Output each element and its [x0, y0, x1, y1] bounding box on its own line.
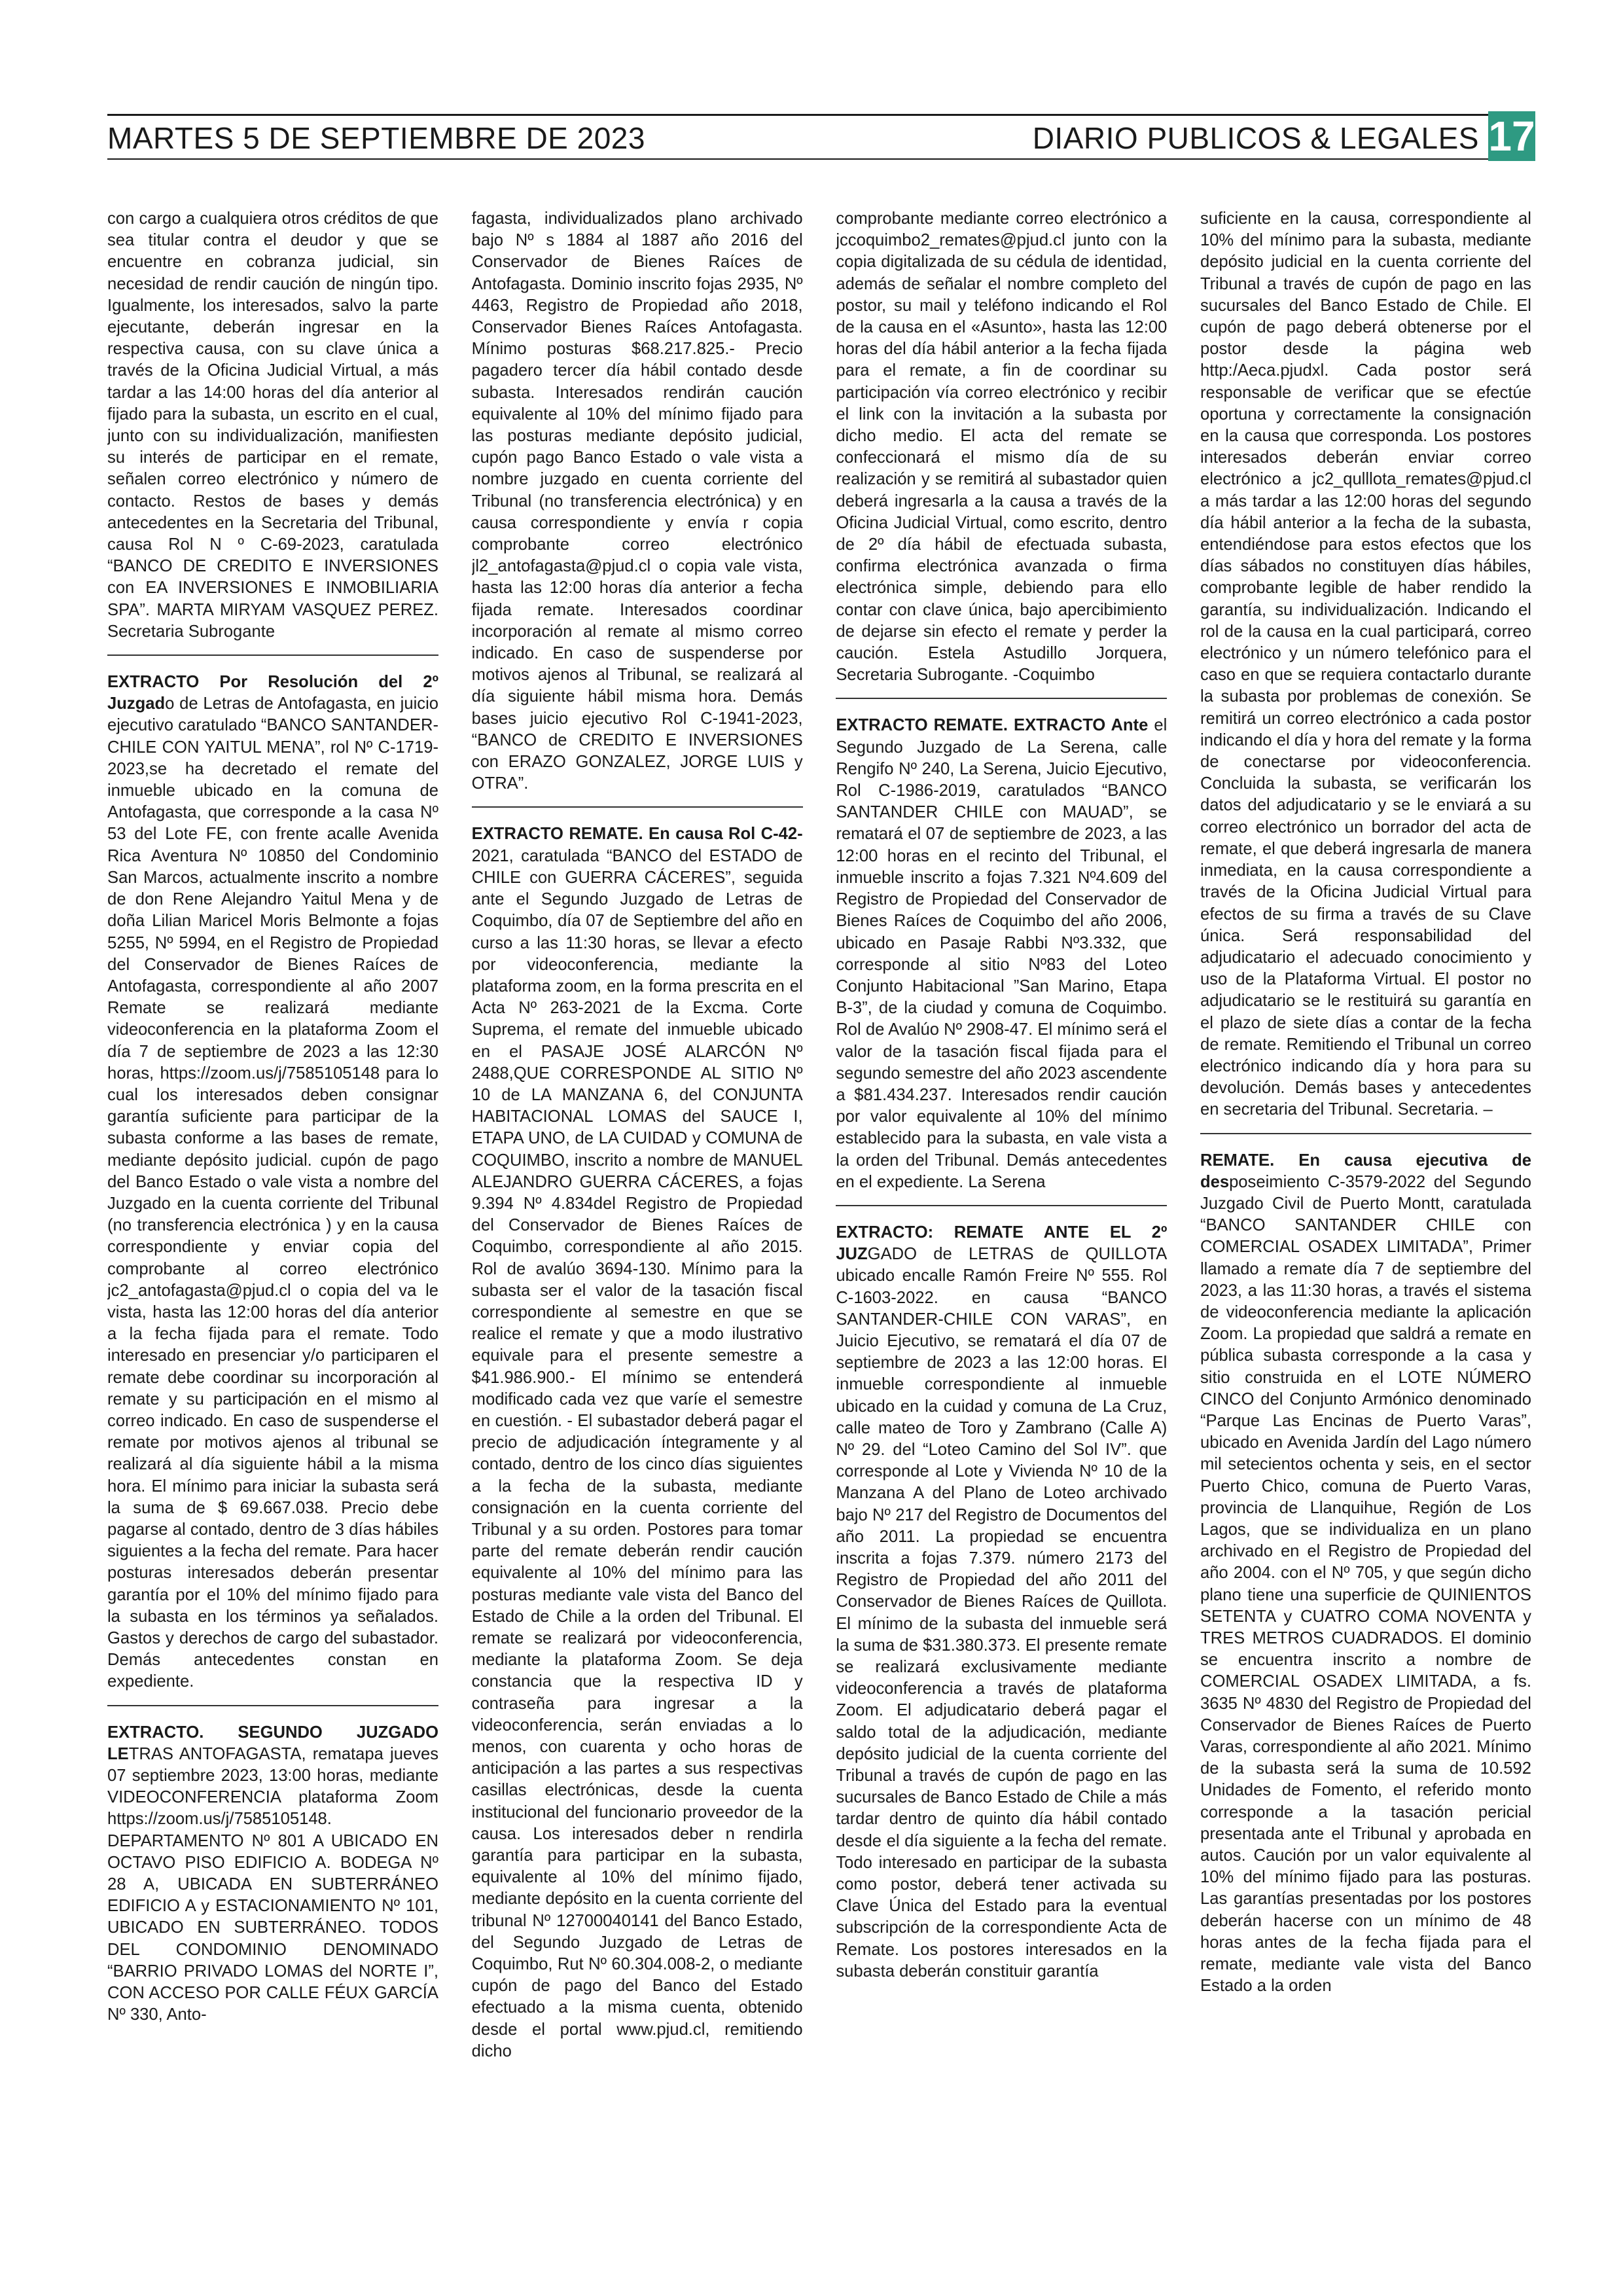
notice	[1200, 208, 1531, 1121]
page-header	[107, 113, 1535, 160]
notice-lead: EXTRACTO REMATE. EXTRACTO Ante	[836, 716, 1149, 735]
notice-lead: REMATE. En causa ejecutiva de des	[1200, 1151, 1531, 1191]
notice	[107, 1722, 438, 2026]
notice	[472, 208, 803, 795]
header-bottom-rule	[107, 158, 1488, 160]
notice-lead: EXTRACTO Por Resolución del 2º Juzgad	[107, 673, 438, 713]
column-3	[836, 208, 1167, 2217]
notice-lead: EXTRACTO REMATE. En causa Rol C-42-	[471, 825, 803, 844]
notice-lead: EXTRACTO: REMATE ANTE EL 2º JUZ	[836, 1223, 1168, 1264]
notice	[472, 823, 803, 2062]
notice-body: el Segundo Juzgado de La Serena, calle Rengifo Nº 240, La Serena, Juicio Ejecutivo, Rol C-1986-2019, caratulados “BANCO SANTANDER CHILE con MAUAD”, se rematará el 07 de septiembre de 2023, a las 12:00 horas en el recinto del Tribunal, el inmueble inscrito a fojas 7.321 Nº4.609 del Registro de Propiedad del Conservador de Bienes Raíces de Coquimbo del año 2006, ubicado en Pasaje Rabbi Nº3.332, que corresponde al sitio Nº83 del Loteo Conjunto Habitacional ”San Marino, Etapa B-3”, de la ciudad y comuna de Coquimbo. Rol de Avalúo Nº 2908-47. El mínimo será el valor de la tasación fiscal fijada para el segundo semestre del año 2023 ascendente a $81.434.237. Interesados rendir caución por valor equivalente al 10% del mínimo establecido para la subasta, en vale vista a la orden del Tribunal. Demás antecedentes en el expediente. La Serena	[836, 716, 1168, 1191]
notice-divider	[107, 1705, 438, 1706]
column-4	[1200, 208, 1531, 2217]
notice-body: GADO de LETRAS de QUILLOTA ubicado encalle Ramón Freire Nº 555. Rol C-1603-2022. en causa “BANCO SANTANDER-CHILE CON VARAS”, en Juicio Ejecutivo, se rematará el día 07 de septiembre de 2023 a las 12:00 horas. El inmueble correspondiente al inmueble ubicado en la cuidad y comuna de La Cruz, calle mateo de Toro y Zambrano (Calle A) Nº 29. del “Loteo Camino del Sol IV”. que corresponde al Lote y Vivienda Nº 10 de la Manzana A del Plano de Loteo archivado bajo Nº 217 del Registro de Documentos del año 2011. La propiedad se encuentra inscrita a fojas 7.379. número 2173 del Registro de Propiedad del año 2011 del Conservador de Bienes Raíces de Quillota. El mínimo de la subasta del inmueble será la suma de $31.380.373. El presente remate se realizará exclusivamente mediante videoconferencia a través de plataforma Zoom. El adjudicatario deberá pagar el saldo total de la adjudicación, mediante depósito judicial de la cuenta corriente del Tribunal a través de cupón de pago en las sucursales de Banco Estado de Chile a más tardar dentro de quinto día hábil contado desde el día siguiente a la fecha del remate. Todo interesado en participar de la subasta como postor, deberá tener activada su Clave Única del Estado para la eventual subscripción de la correspondiente Acta de Remate. Los postores interesados en la subasta deberán constituir garantía	[836, 1245, 1168, 1981]
notice-body: TRAS ANTOFAGASTA, remataра jueves 07 septiembre 2023, 13:00 horas, mediante VIDEOCONFERENCIA plataforma Zoom https://zoom.us/j/7585105148. DEPARTAMENTO Nº 801 A UBICADO EN OCTAVO PISO EDIFICIO A. BODEGA Nº 28 A, UBICADA EN SUBTERRÁNEO EDIFICIO A y ESTACIONAMIENTO Nº 101, UBICADO EN SUBTERRÁNEO. TODOS DEL CONDOMINIO DENOMINADO “BARRIO PRIVADO LOMAS del NORTE I”, CON ACCESO POR CALLE FÉUX GARCÍA Nº 330, Anto-	[107, 1744, 438, 2024]
notice-body: suficiente en la causa, correspondiente al 10% del mínimo para la subasta, mediante depósito judicial en la cuenta corriente del Tribunal a través de cupón de pago en las sucursales del Banco Estado de Chile. El cupón de pago deberá obtenerse por el postor desde la página web http:/Aeca.pjudxl. Cada postor será responsable de verificar que se efectúe oportuna y correctamente la consignación en la causa que corresponda. Los postores interesados deberán enviar correo electrónico a jc2_qulllota_remates@pjud.cl a más tardar a las 12:00 horas del segundo día hábil anterior a la fecha de la subasta, entendiéndose para estos efectos que los días sábados no constituyen días hábiles, comprobante legible de haber rendido la garantía, su individualización. Indicando el rol de la causa en la cual participará, correo electrónico y un número telefónico para el caso en que se requiera contactarlo durante la subasta por problemas de conexión. Se remitirá un correo electrónico a cada postor indicando el día y hora del remate y la forma de conectarse por videoconferencia. Concluida la subasta, se verificarán los datos del adjudicatario y se le enviará a su correo electrónico un borrador del acta de remate, el que deberá ingresarla de manera inmediata, en la causa correspondiente a través de la Oficina Judicial Virtual para efectos de su firma a través de su Clave única. Será responsabilidad del adjudicatario el adecuado conocimiento y uso de la Plataforma Virtual. El postor no adjudicatario se le restituirá su garantía en el plazo de siete días a contar de la fecha de remate. Remitiendo el Tribunal un correo electrónico indicando día y hora para su devolución. Demás bases y antecedentes en secretaria del Tribunal. Secretaria. –	[1200, 209, 1531, 1119]
notice-divider	[107, 655, 438, 656]
notice-divider	[836, 1205, 1167, 1206]
notice-lead: EXTRACTO. SEGUNDO JUZGADO LE	[107, 1723, 438, 1763]
column-1	[107, 208, 438, 2217]
notice-columns	[107, 208, 1531, 2217]
notice	[836, 208, 1167, 686]
notice-divider	[836, 698, 1167, 699]
column-2	[472, 208, 803, 2217]
notice	[107, 208, 438, 643]
notice	[836, 715, 1167, 1193]
notice-body: 2021, caratulada “BANCO del ESTADO de CHILE con GUERRA CÁCERES”, seguida ante el Segundo Juzgado de Letras de Coquimbo, día 07 de Septiembre del año en curso a las 11:30 horas, se llevar a efecto por videoconferencia, mediante la plataforma zoom, en la forma prescrita en el Acta Nº 263-2021 de la Excma. Corte Suprema, el remate del inmueble ubicado en el PASAJE JOSÉ ALARCÓN Nº 2488,QUE CORRESPONDE AL SITIO Nº 10 de LA MANZANA 6, del CONJUNTA HABITACIONAL LOMAS del SAUCE I, ETAPA UNO, de LA CUIDAD y COMUNA de COQUIMBO, inscrito a nombre de MANUEL ALEJANDRO GUERRA CÁCERES, a fojas 9.394 Nº 4.834del Registro de Propiedad del Conservador de Bienes Raíces de Coquimbo, correspondiente al año 2015. Rol de avalúo 3694-130. Mínimo para la subasta ser el valor de la tasación fiscal correspondiente al semestre en que se realice el remate y que a modo ilustrativo equivale para el presente semestre a $41.986.900.- El mínimo se entenderá modificado cada vez que varíe el semestre en cuestión. - El subastador deberá pagar el precio de adjudicación íntegramente y al contado, dentro de los cinco días siguientes a la fecha de la subasta, mediante consignación en la cuenta corriente del Tribunal y a su orden. Postores para tomar parte del remate deberán rendir caución equivalente al 10% del mínimo para las posturas mediante vale vista del Banco del Estado de Chile a la orden del Tribunal. El remate se realizará por videoconferencia, mediante la plataforma Zoom. Se deja constancia que la respectiva ID y contraseña para ingresar a la videoconferencia, serán enviadas a lo menos, con cuarenta y ocho horas de anticipación a las partes a sus respectivas casillas electrónicas, desde la cuenta institucional del funcionario proveedor de la causa. Los interesados deber n rendirla garantía para participar en la subasta, equivalente al 10% del mínimo fijado, mediante depósito en la cuenta corriente del tribunal Nº 12700040141 del Banco Estado, del Segundo Juzgado de Letras de Coquimbo, Rut Nº 60.304.008-2, o mediante cupón de pago del Banco del Estado efectuado a la misma cuenta, obtenido desde el portal www.pjud.cl, remitiendo dicho	[471, 846, 803, 2060]
notice-body: fagasta, individualizados plano archivado bajo Nº s 1884 al 1887 año 2016 del Conservador de Bienes Raíces de Antofagasta. Dominio inscrito fojas 2935, Nº 4463, Registro de Propiedad año 2018, Conservador Bienes Raíces Antofagasta. Mínimo posturas $68.217.825.- Precio pagadero tercer día hábil contado desde subasta. Interesados rendirán caución equivalente al 10% del mínimo fijado para las posturas mediante depósito judicial, cupón pago Banco Estado o vale vista a nombre juzgado en cuenta corriente del Tribunal (no transferencia electrónica) y en causa correspondiente y envía r copia comprobante correo electrónico jl2_antofagasta@pjud.cl o copia vale vista, hasta las 12:00 horas día anterior a fecha fijada remate. Interesados coordinar incorporación al remate al mismo correo indicado. En caso de suspenderse por motivos ajenos al Tribunal, se realizará al día siguiente hábil misma hora. Demás bases juicio ejecutivo Rol C-1941-2023, “BANCO de CREDITO E INVERSIONES con ERAZO GONZALEZ, JORGE LUIS y OTRA”.	[471, 209, 803, 793]
notice-body: o de Letras de Antofagasta, en juicio ejecutivo caratulado “BANCO SANTANDER-CHILE CON YAITUL MENA”, rol Nº C-1719-2023,se ha decretado el remate del inmueble ubicado en la comuna de Antofagasta, que corresponde a la casa Nº 53 del Lote FE, con frente acalle Avenida Rica Aventura Nº 10850 del Condominio San Marcos, actualmente inscrito a nombre de don Rene Alejandro Yaitul Mena y de doña Lilian Maricel Moris Belmonte a fojas 5255, Nº 5994, en el Registro de Propiedad del Conservador de Bienes Raíces de Antofagasta, correspondiente al año 2007 Remate se realizará mediante videoconferencia en la plataforma Zoom el día 7 de septiembre de 2023 a las 12:30 horas, https://zoom.us/j/7585105148 para lo cual los interesados deben consignar garantía suficiente para participar de la subasta conforme a las bases de remate, mediante depósito judicial. cupón de pago del Banco Estado o vale vista a nombre del Juzgado en la cuenta corriente del Tribunal (no transferencia electrónica ) y en la causa correspondiente y enviar copia del comprobante al correo electrónico jc2_antofagasta@pjud.cl o copia del va le vista, hasta las 12:00 horas del día anterior a la fecha fijada para el remate. Todo interesado en presenciar y/o participaren el remate debe coordinar su incorporación al remate y su participación en el mismo al correo indicado. En caso de suspenderse el remate por motivos ajenos al tribunal se realizará al día siguiente hábil a la misma hora. El mínimo para iniciar la subasta será la suma de $ 69.667.038. Precio debe pagarse al contado, dentro de 3 días hábiles siguientes a la fecha del remate. Para hacer posturas interesados deberán presentar garantía por el 10% del mínimo fijado para la subasta en los términos ya señalados. Gastos y derechos de cargo del subastador. Demás antecedentes constan en expediente.	[107, 694, 438, 1691]
notice	[107, 672, 438, 1693]
notice-divider	[1200, 1133, 1531, 1134]
issue-date: MARTES 5 DE SEPTIEMBRE DE 2023	[107, 121, 645, 155]
notice-body: comprobante mediante correo electrónico a jccoquimbo2_remates@pjud.cl junto con la copia digitalizada de su cédula de identidad, además de señalar el nombre completo del postor, su mail y teléfono indicando el Rol de la causa en el «Asunto», hasta las 12:00 horas del día hábil anterior a la fecha fijada para el remate, a fin de coordinar su participación vía correo electrónico y recibir el link con la invitación a la subasta por dicho medio. El acta del remate se confeccionará el mismo día de su realización y se remitirá al subastador quien deberá ingresarla a la causa a través de la Oficina Judicial Virtual, como escrito, dentro de 2º día hábil de efectuada subasta, confirma electrónica avanzada o firma electrónica simple, debiendo para ello contar con clave única, bajo apercibimiento de dejarse sin efecto el remate y perder la caución. Estela Astudillo Jorquera, Secretaria Subrogante. -Coquimbo	[836, 209, 1168, 685]
notice-body: con cargo a cualquiera otros créditos de que sea titular contra el deudor y que se encuentre en cobranza judicial, sin necesidad de rendir caución de ningún tipo. Igualmente, los interesados, salvo la parte ejecutante, deberán ingresar en la respectiva causa, con su clave única a través de la Oficina Judicial Virtual, a más tardar a las 14:00 horas del día anterior al fijado para la subasta, un escrito en el cual, junto con su individualización, manifiesten su interés de participar en el remate, señalen correo electrónico y número de contacto. Restos de bases y demás antecedentes en la Secretaria del Tribunal, causa Rol N º C-69-2023, caratulada “BANCO DE CREDITO E INVERSIONES con EA INVERSIONES E INMOBILIARIA SPA”. MARTA MIRYAM VASQUEZ PEREZ. Secretaria Subrogante	[107, 209, 438, 641]
notice-body: poseimiento C-3579-2022 del Segundo Juzgado Civil de Puerto Montt, caratulada “BANCO SANTANDER CHILE con COMERCIAL OSADEX LIMITADA”, Primer llamado a remate día 7 de septiembre del 2023, a las 11:30 horas, a través el sistema de videoconferencia mediante la aplicación Zoom. La propiedad que saldrá a remate en pública subasta corresponde a la casa y sitio construida en el LOTE NÚMERO CINCO del Conjunto Armónico denominado “Parque Las Encinas de Puerto Varas”, ubicado en Avenida Jardín del Lago número mil setecientos ochenta y seis, en el sector Puerto Chico, comuna de Puerto Varas, provincia de Llanquihue, Región de Los Lagos, que se individualiza en un plano archivado en el Registro de Propiedad del año 2004. con el Nº 705, y que según dicho plano tiene una superficie de QUINIENTOS SETENTA y CUATRO COMA NOVENTA y TRES METROS CUADRADOS. El dominio se encuentra inscrito a nombre de COMERCIAL OSADEX LIMITADA, a fs. 3635 Nº 4830 del Registro de Propiedad del Conservador de Bienes Raíces de Puerto Varas, correspondiente al año 2021. Mínimo de la subasta será la suma de 10.592 Unidades de Fomento, el referido monto corresponde a la tasación pericial presentada ante el Tribunal y aprobada en autos. Caución por un valor equivalente al 10% del mínimo fijado para las posturas. Las garantías presentadas por los postores deberán hacerse con un mínimo de 48 horas antes de la fecha fijada para el remate, mediante vale vista del Banco Estado a la orden	[1200, 1172, 1531, 1996]
notice-divider	[472, 806, 803, 808]
header-top-rule	[107, 114, 1488, 116]
publication-name: DIARIO PUBLICOS & LEGALES	[1032, 121, 1479, 155]
notice	[836, 1222, 1167, 1982]
page-number: 17	[1488, 113, 1535, 160]
notice	[1200, 1150, 1531, 1998]
